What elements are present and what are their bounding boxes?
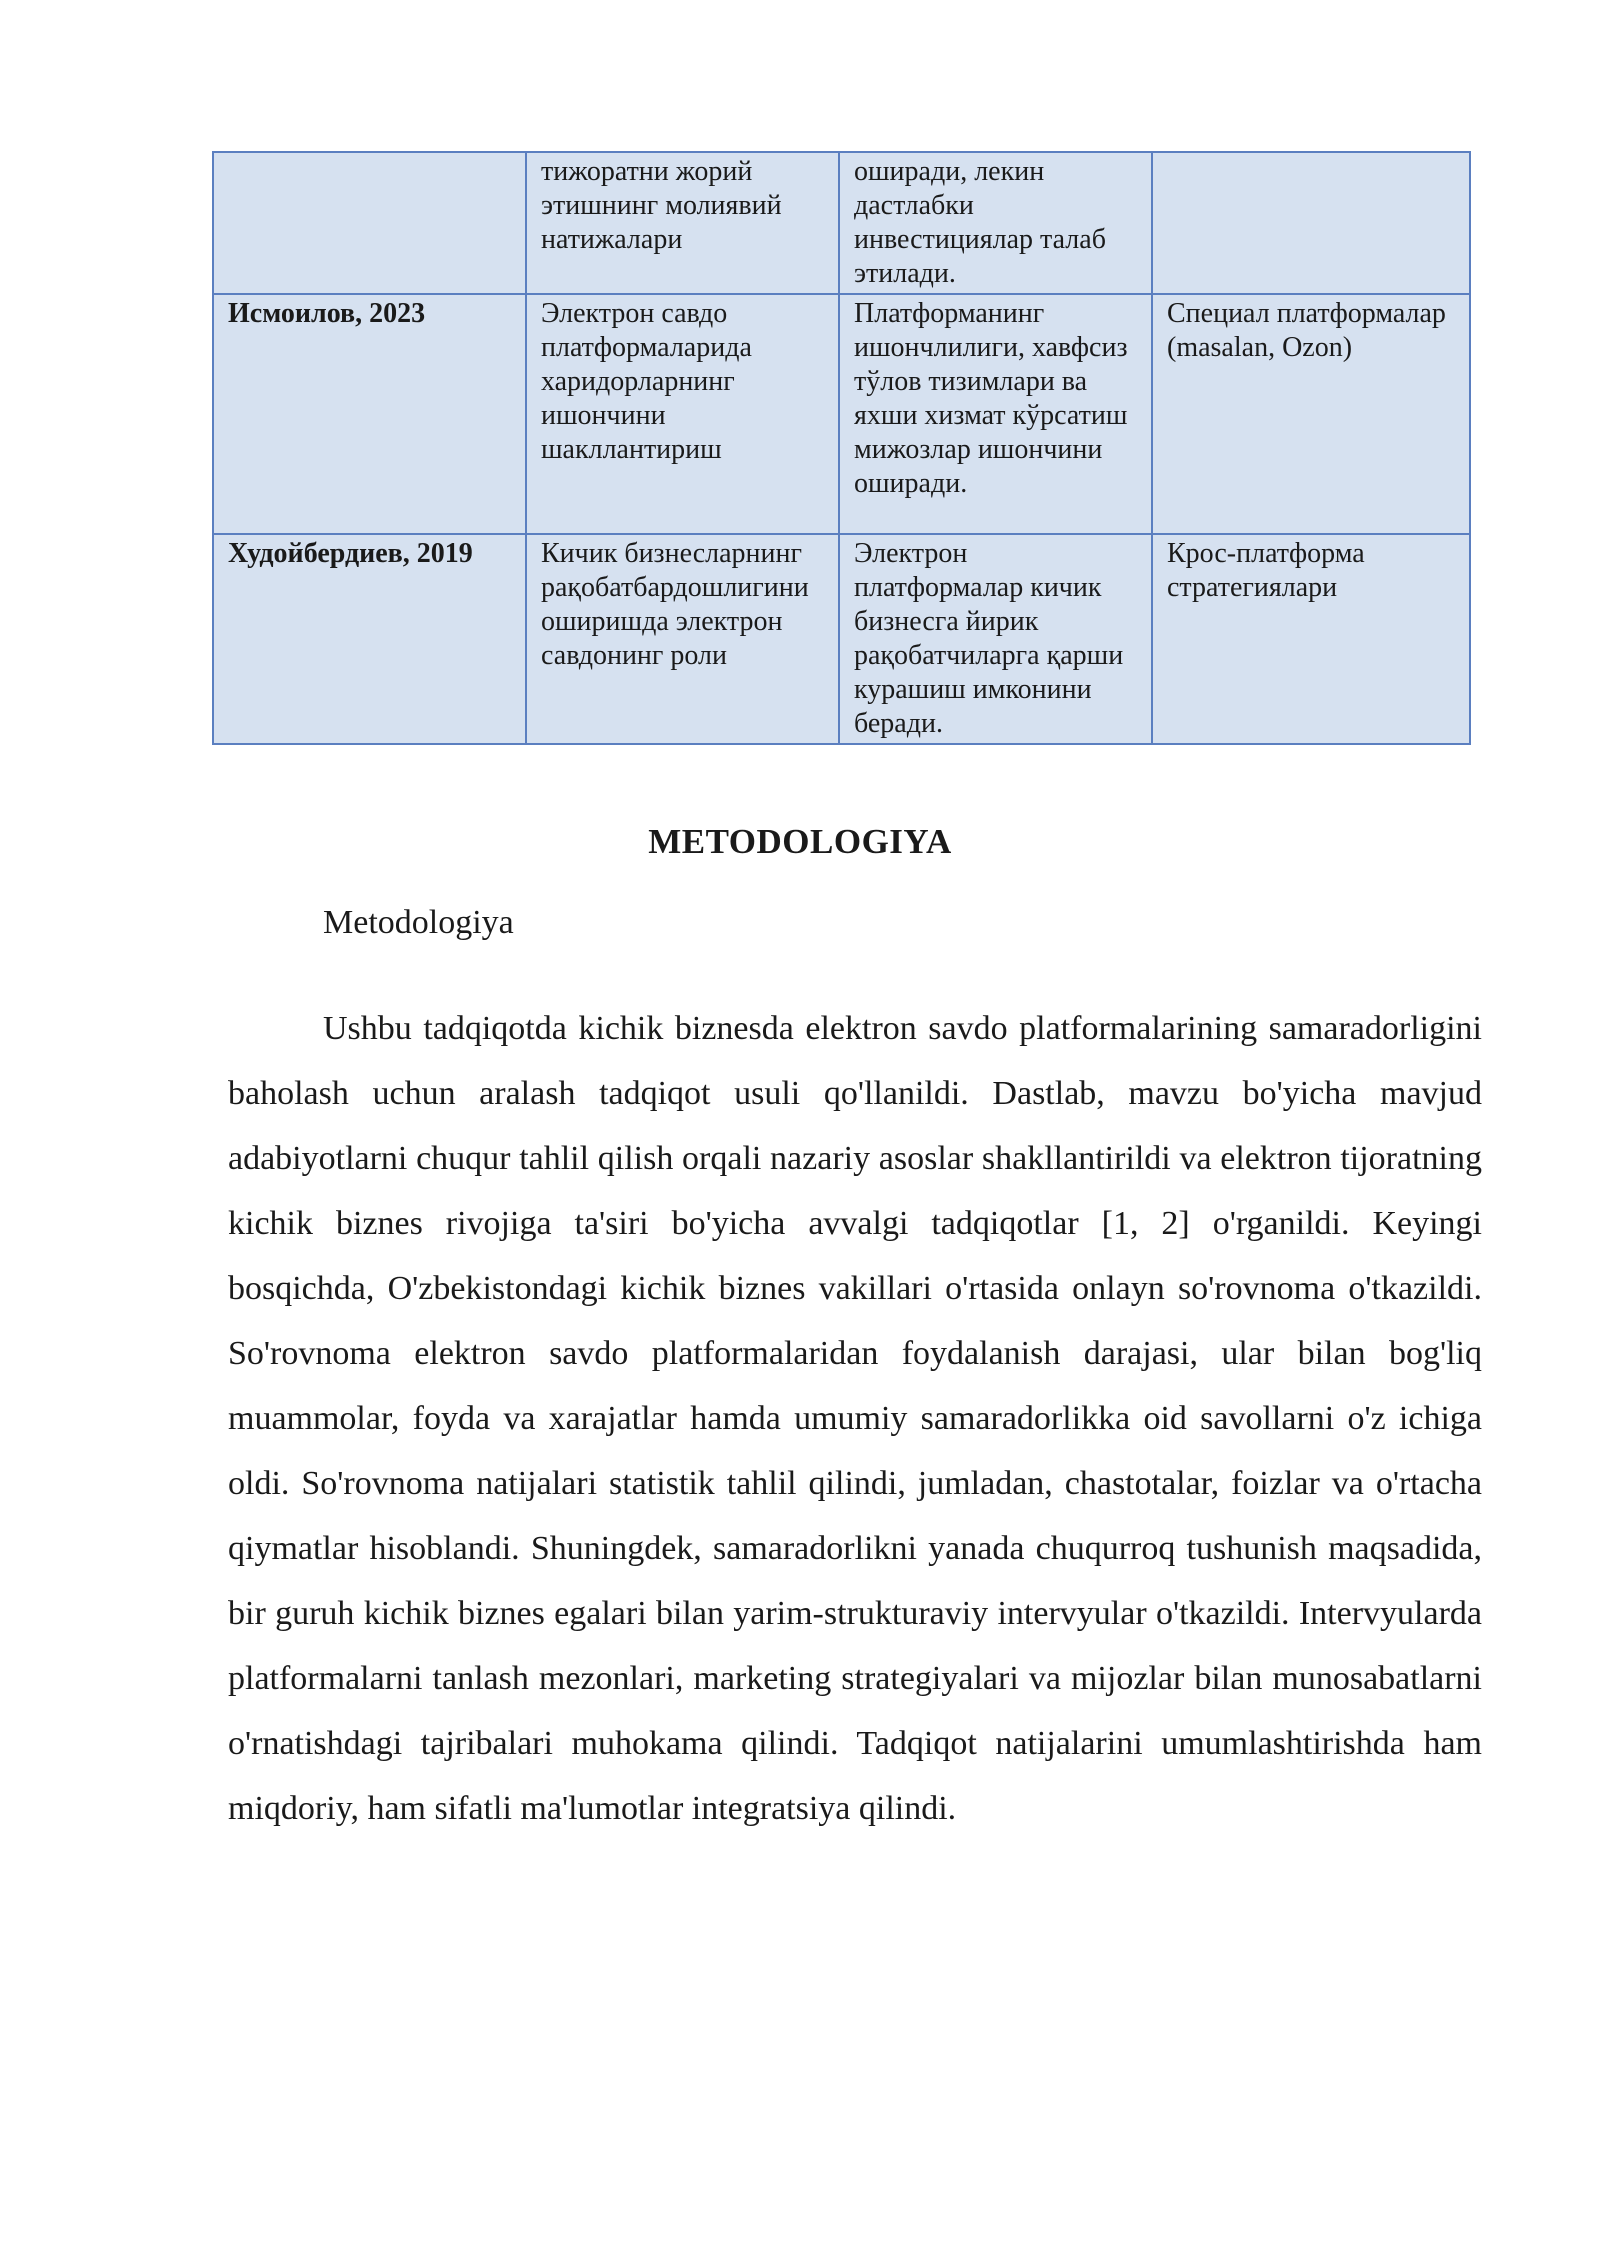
table-cell-author: Исмоилов, 2023 <box>213 294 526 534</box>
table-cell-gap <box>1152 152 1470 294</box>
table-cell-focus: Электрон савдо платформаларида харидорларнинг ишончини шакллантириш <box>526 294 839 534</box>
table-row <box>213 534 1470 744</box>
section-heading: METODOLOGIYA <box>648 822 952 861</box>
table-cell-finding: Платформанинг ишончлилиги, хавфсиз тўлов тизимлари ва яхши хизмат кўрсатиш мижозлар ишончини оширади. <box>839 294 1152 534</box>
table-cell-gap: Крос-платформа стратегиялари <box>1152 534 1470 744</box>
table-cell-finding: оширади, лекин дастлабки инвестициялар талаб этилади. <box>839 152 1152 294</box>
table-cell-focus: Кичик бизнесларнинг рақобатбардошлигини оширишда электрон савдонинг роли <box>526 534 839 744</box>
table-row <box>213 152 1470 294</box>
methodology-paragraph: Ushbu tadqiqotda kichik biznesda elektron savdo platformalarining samaradorligini baholash uchun aralash tadqiqot usuli qo'llanildi. Dastlab, mavzu bo'yicha mavjud adabiyotlarni chuqur tahlil qilish orqali nazariy asoslar shakllantirildi va elektron tijoratning kichik biznes rivojiga ta'siri bo'yicha avvalgi tadqiqotlar [1, 2] o'rganildi. Keyingi bosqichda, O'zbekistondagi kichik biznes vakillari o'rtasida onlayn so'rovnoma o'tkazildi. So'rovnoma elektron savdo platformalaridan foydalanish darajasi, ular bilan bog'liq muammolar, foyda va xarajatlar hamda umumiy samaradorlikka oid savollarni o'z ichiga oldi. So'rovnoma natijalari statistik tahlil qilindi, jumladan, chastotalar, foizlar va o'rtacha qiymatlar hisoblandi. Shuningdek, samaradorlikni yanada chuqurroq tushunish maqsadida, bir guruh kichik biznes egalari bilan yarim-strukturaviy intervyular o'tkazildi. Intervyularda platformalarni tanlash mezonlari, marketing strategiyalari va mijozlar bilan munosabatlarni o'rnatishdagi tajribalari muhokama qilindi. Tadqiqot natijalarini umumlashtirishda ham miqdoriy, ham sifatli ma'lumotlar integratsiya qilindi. <box>228 1010 1482 1827</box>
table-cell-author: Худойбердиев, 2019 <box>213 534 526 744</box>
table-cell-author <box>213 152 526 294</box>
literature-review-table <box>212 151 1471 745</box>
table-row <box>213 294 1470 534</box>
table-cell-gap: Специал платформалар (masalan, Ozon) <box>1152 294 1470 534</box>
table-cell-finding: Электрон платформалар кичик бизнесга йирик рақобатчиларга қарши курашиш имконини беради. <box>839 534 1152 744</box>
section-subheading: Metodologiya <box>323 904 514 941</box>
table-cell-focus: тижоратни жорий этишнинг молиявий натижалари <box>526 152 839 294</box>
